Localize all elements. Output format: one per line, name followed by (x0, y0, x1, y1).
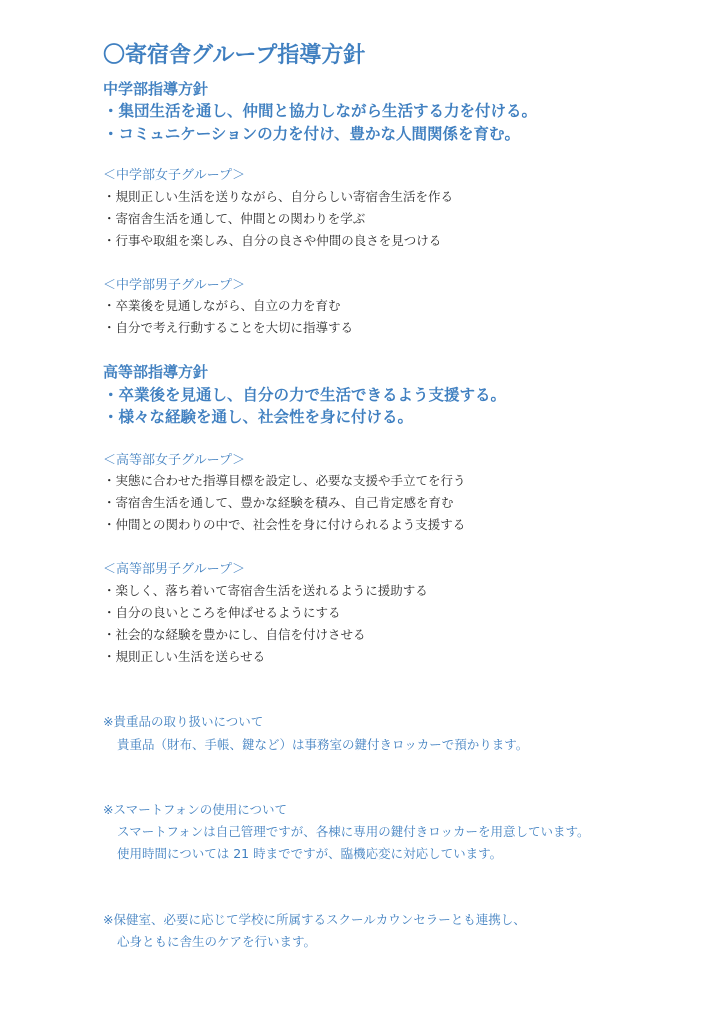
page-title: 〇寄宿舎グループ指導方針 (103, 43, 366, 68)
junior-high-policy-2: ・コミュニケーションの力を付け、豊かな人間関係を育む。 (103, 125, 520, 143)
health-note-text: 心身ともに舎生のケアを行います。 (117, 934, 317, 949)
junior-high-girls-item: ・寄宿舎生活を通して、仲間との関わりを学ぶ (103, 211, 366, 226)
health-note-heading: ※保健室、必要に応じて学校に所属するスクールカウンセラーとも連携し、 (103, 912, 526, 927)
high-school-girls-item: ・寄宿舎生活を通して、豊かな経験を積み、自己肯定感を育む (103, 495, 454, 510)
high-school-girls-heading: ＜高等部女子グループ＞ (103, 453, 245, 468)
high-school-boys-item: ・規則正しい生活を送らせる (103, 649, 266, 664)
junior-high-heading: 中学部指導方針 (103, 80, 209, 98)
high-school-girls-item: ・仲間との関わりの中で、社会性を身に付けられるよう支援する (103, 517, 466, 532)
junior-high-policy-1: ・集団生活を通し、仲間と協力しながら生活する力を付ける。 (103, 102, 538, 120)
high-school-boys-heading: ＜高等部男子グループ＞ (103, 562, 245, 577)
high-school-boys-item: ・自分の良いところを伸ばせるようにする (103, 605, 341, 620)
valuables-note-heading: ※貴重品の取り扱いについて (103, 714, 264, 729)
junior-high-boys-item: ・自分で考え行動することを大切に指導する (103, 320, 354, 335)
high-school-girls-item: ・実態に合わせた指導目標を設定し、必要な支援や手立てを行う (103, 473, 466, 488)
high-school-policy-1: ・卒業後を見通し、自分の力で生活できるよう支援する。 (103, 386, 507, 404)
junior-high-girls-item: ・行事や取組を楽しみ、自分の良さや仲間の良さを見つける (103, 233, 442, 248)
smartphone-note-text: 使用時間については 21 時までですが、臨機応変に対応しています。 (117, 846, 503, 861)
high-school-heading: 高等部指導方針 (103, 363, 209, 381)
high-school-boys-item: ・社会的な経験を豊かにし、自信を付けさせる (103, 627, 366, 642)
high-school-boys-item: ・楽しく、落ち着いて寄宿舎生活を送れるように援助する (103, 583, 428, 598)
junior-high-girls-item: ・規則正しい生活を送りながら、自分らしい寄宿舎生活を作る (103, 189, 454, 204)
smartphone-note-heading: ※スマートフォンの使用について (103, 802, 287, 817)
smartphone-note-text: スマートフォンは自己管理ですが、各棟に専用の鍵付きロッカーを用意しています。 (117, 824, 590, 839)
valuables-note-text: 貴重品（財布、手帳、鍵など）は事務室の鍵付きロッカーで預かります。 (117, 737, 529, 752)
high-school-policy-2: ・様々な経験を通し、社会性を身に付ける。 (103, 408, 414, 426)
junior-high-boys-item: ・卒業後を見通しながら、自立の力を育む (103, 298, 341, 313)
junior-high-girls-heading: ＜中学部女子グループ＞ (103, 168, 245, 183)
junior-high-boys-heading: ＜中学部男子グループ＞ (103, 278, 245, 293)
